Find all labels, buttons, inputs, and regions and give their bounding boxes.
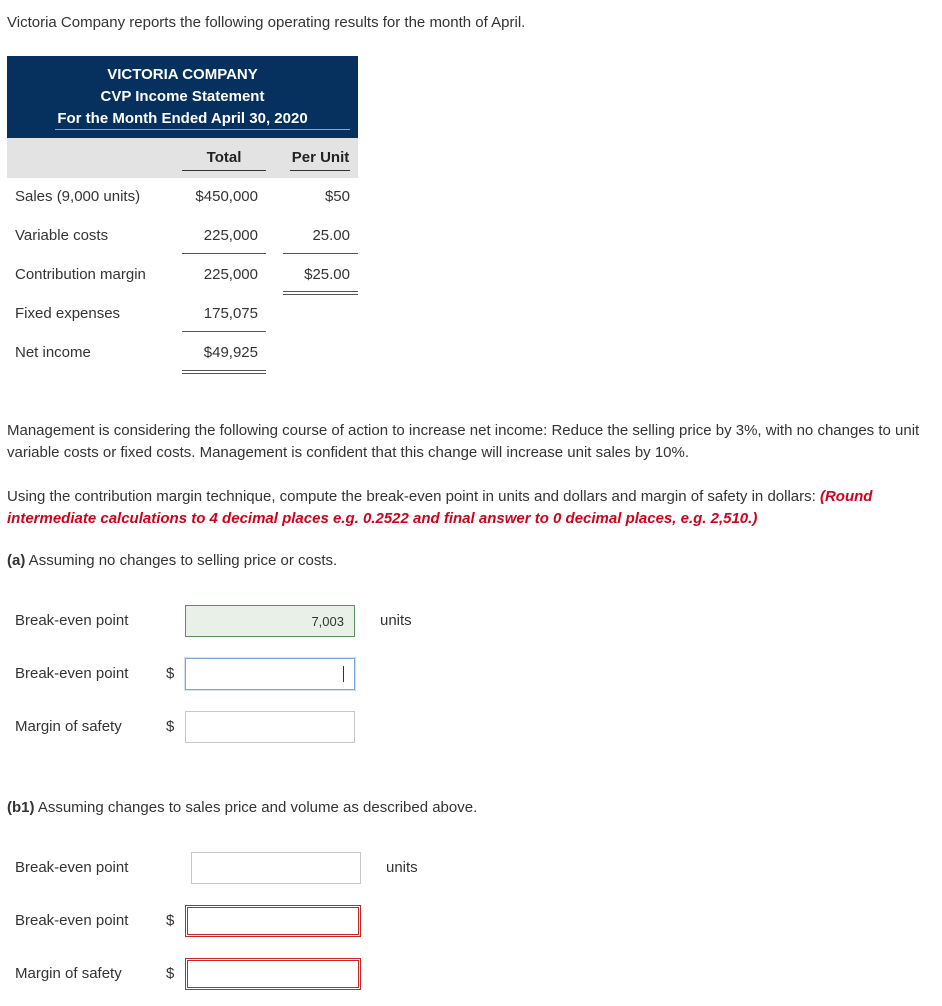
statement-title: CVP Income Statement [100, 88, 265, 105]
part-a-bep-dollars-label: Break-even point [15, 665, 129, 682]
part-b1-bep-dollars-label: Break-even point [15, 912, 129, 929]
rounding-note: (Round intermediate calculations to 4 decimal places e.g. 0.2522 and final answer to 0 decimal places, e.g. 2,510.) [7, 488, 873, 527]
subtotal-line-total [182, 253, 266, 254]
column-unit-underline [290, 170, 350, 171]
part-b1-mos-input[interactable] [185, 958, 361, 990]
part-a-bep-units-label: Break-even point [15, 612, 129, 629]
part-a-mos-label: Margin of safety [15, 718, 122, 735]
instruction-text: Using the contribution margin technique, compute the break-even point in units and dollars and margin of safety in dollars: [7, 488, 820, 505]
row-total-contribution-margin: 225,000 [203, 266, 258, 283]
management-paragraph: Management is considering the following course of action to increase net income: Reduce the selling price by 3%, with no changes to unit variable costs or fixed costs. Management is confident that this change will increase unit sales by 10%. [7, 422, 920, 461]
part-b1-units-label: units [386, 859, 418, 876]
part-b1-bep-dollars-input[interactable] [185, 905, 361, 937]
part-b1-bep-units-input[interactable] [191, 852, 361, 884]
double-line-net-2 [182, 373, 266, 374]
double-line-unit-1 [283, 291, 358, 292]
part-a-mos-sign: $ [166, 718, 175, 735]
company-name: VICTORIA COMPANY [107, 66, 258, 83]
row-total-sales: $450,000 [195, 188, 258, 205]
part-b1-heading [7, 799, 477, 816]
column-total-header: Total [206, 149, 242, 166]
part-a-bep-dollars-sign: $ [166, 665, 175, 682]
subtotal-line-fixed [182, 331, 266, 332]
row-label-variable-costs: Variable costs [15, 227, 109, 244]
part-b1-bep-units-label: Break-even point [15, 859, 129, 876]
row-label-sales: Sales (9,000 units) [15, 188, 141, 205]
part-b1-mos-sign: $ [166, 965, 175, 982]
row-total-variable-costs: 225,000 [203, 227, 258, 244]
part-a-bep-dollars-input[interactable] [185, 658, 355, 690]
part-a-units-label: units [380, 612, 412, 629]
part-b1-description: Assuming changes to sales price and volume as described above. [34, 799, 478, 816]
part-b1-mos-label: Margin of safety [15, 965, 122, 982]
row-label-contribution-margin: Contribution margin [15, 266, 146, 283]
instruction-paragraph [7, 486, 927, 530]
statement-header [7, 56, 358, 138]
row-unit-sales: $50 [324, 188, 350, 205]
subtotal-line-unit [283, 253, 358, 254]
row-total-fixed-expenses: 175,075 [203, 305, 258, 322]
row-label-fixed-expenses: Fixed expenses [15, 305, 121, 322]
part-b1-bep-dollars-sign: $ [166, 912, 175, 929]
text-caret [343, 666, 344, 682]
part-a-bep-units-input[interactable] [185, 605, 355, 637]
double-line-net-1 [182, 370, 266, 371]
row-unit-variable-costs: 25.00 [312, 227, 350, 244]
column-per-unit-header: Per Unit [291, 149, 350, 166]
column-total-underline [182, 170, 266, 171]
header-underline [55, 129, 350, 130]
row-total-net-income: $49,925 [203, 344, 258, 361]
part-a-label: (a) [7, 552, 26, 569]
statement-period: For the Month Ended April 30, 2020 [57, 110, 308, 127]
part-a-mos-input[interactable] [185, 711, 355, 743]
double-line-unit-2 [283, 294, 358, 295]
row-label-net-income: Net income [15, 344, 91, 361]
row-unit-contribution-margin: $25.00 [304, 266, 350, 283]
part-b1-label: (b1) [7, 799, 35, 816]
part-a-description: Assuming no changes to selling price or costs. [25, 552, 338, 569]
intro-text: Victoria Company reports the following operating results for the month of April. [7, 14, 526, 31]
part-a-heading [7, 552, 337, 569]
